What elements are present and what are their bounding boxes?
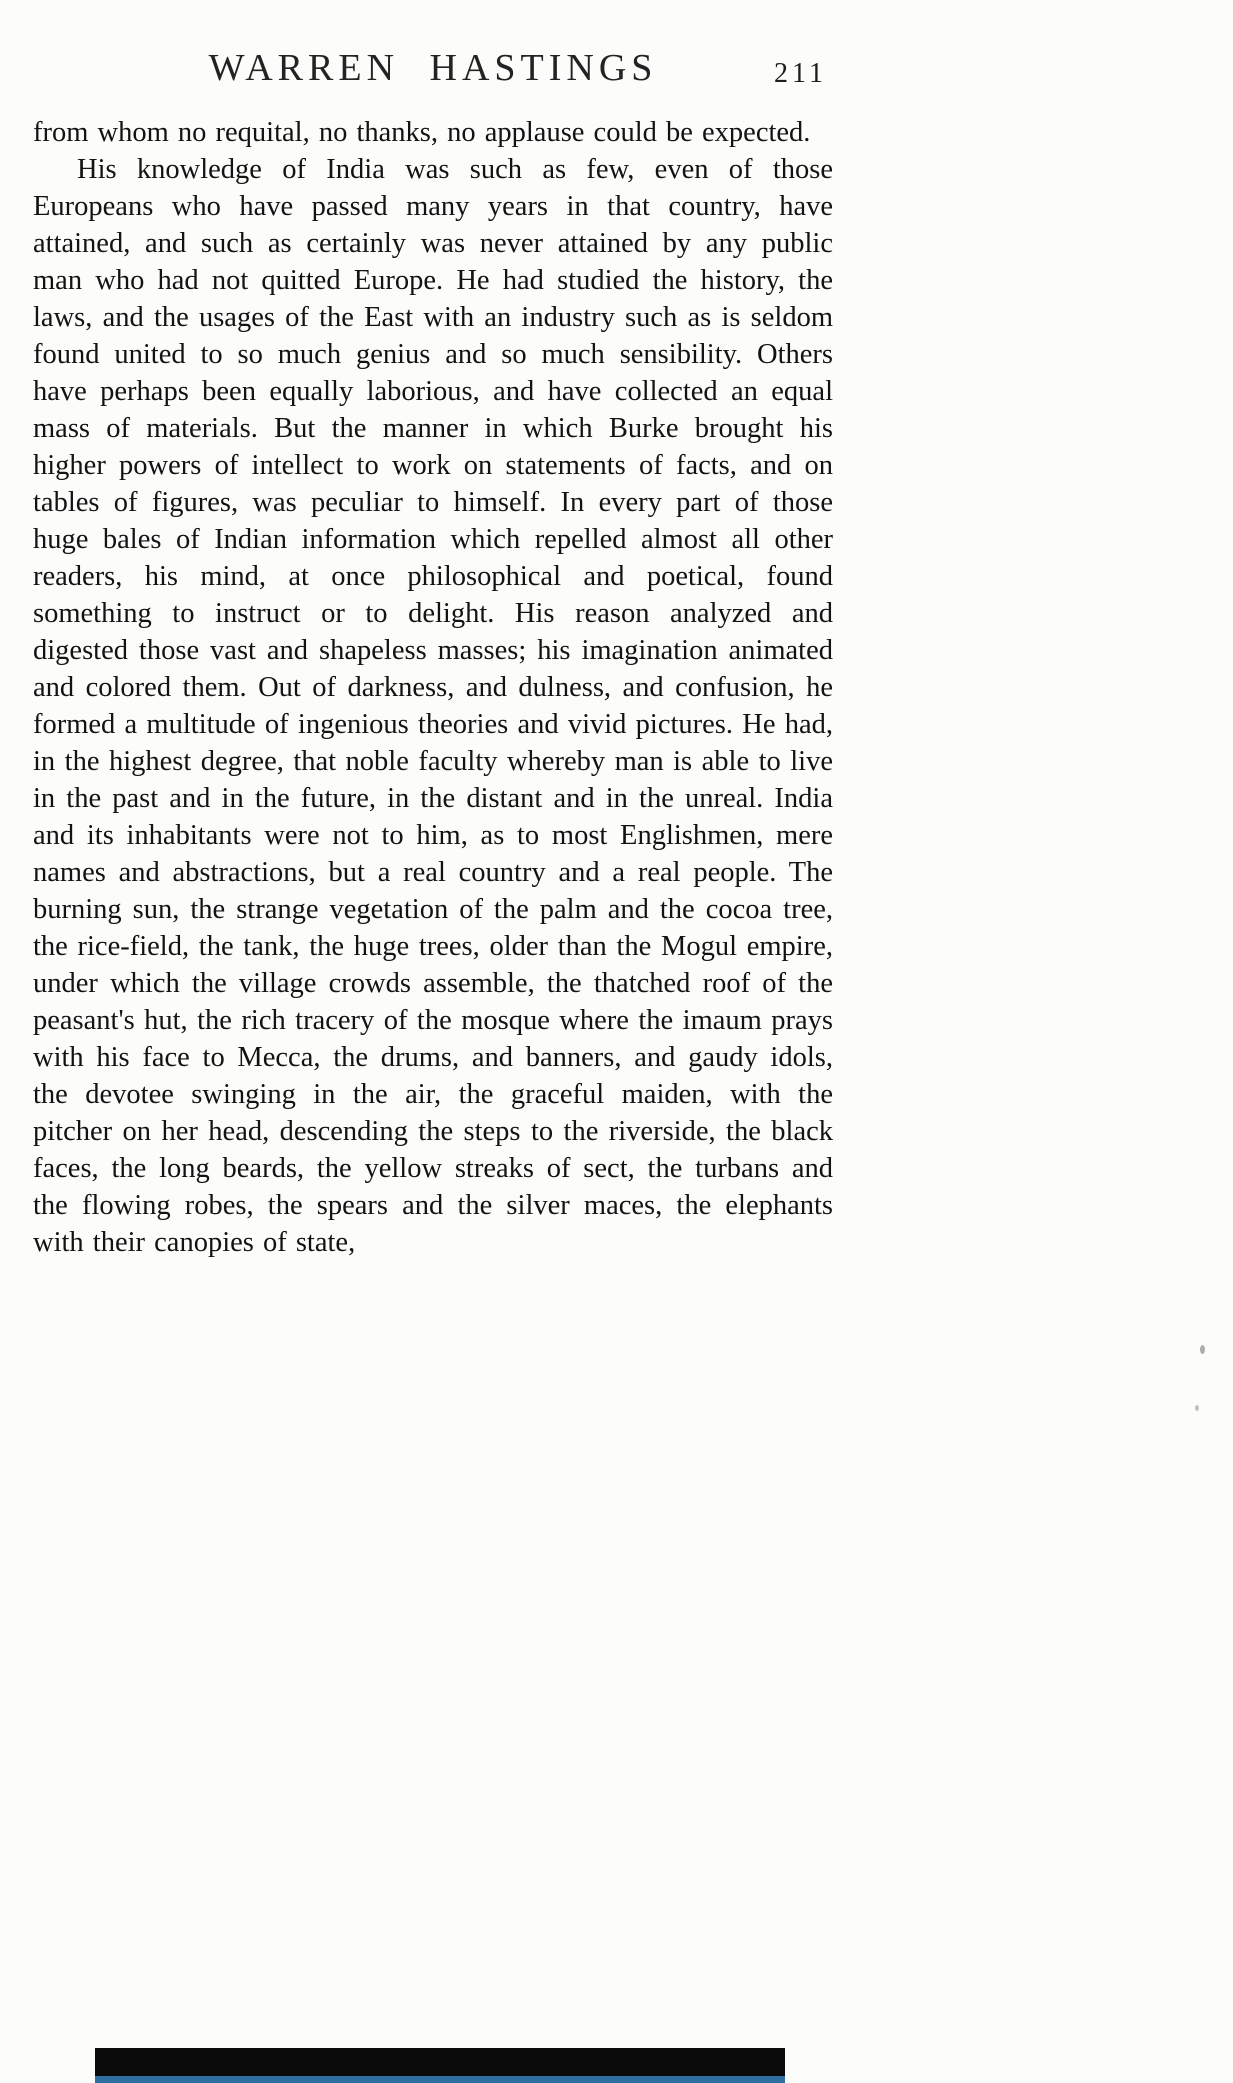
page-title: WARREN HASTINGS bbox=[208, 47, 658, 89]
scan-edge-artifact bbox=[95, 2048, 785, 2083]
scan-speck bbox=[1200, 1345, 1205, 1354]
scan-speck bbox=[1195, 1405, 1199, 1411]
page-header bbox=[33, 38, 833, 114]
body-text bbox=[33, 114, 833, 1261]
page-number: 211 bbox=[774, 58, 827, 89]
paragraph-main: His knowledge of India was such as few, even of those Europeans who have passed many years in that country, have attained, and such as certainly was never attained by any public man who had not quitted Europe. He had studied the history, the laws, and the usages of the East with an industry such as is seldom found united to so much genius and so much sensibility. Others have perhaps been equally laborious, and have collected an equal mass of materials. But the manner in which Burke brought his higher powers of intellect to work on statements of facts, and on tables of figures, was peculiar to himself. In every part of those huge bales of Indian information which repelled almost all other readers, his mind, at once philosophical and poetical, found something to instruct or to delight. His reason analyzed and digested those vast and shapeless masses; his imagination animated and colored them. Out of darkness, and dulness, and confusion, he formed a multitude of ingenious theories and vivid pictures. He had, in the highest degree, that noble faculty whereby man is able to live in the past and in the future, in the distant and in the unreal. India and its inhabitants were not to him, as to most Englishmen, mere names and abstractions, but a real country and a real people. The burning sun, the strange vegetation of the palm and the cocoa tree, the rice-field, the tank, the huge trees, older than the Mogul empire, under which the village crowds assemble, the thatched roof of the peasant's hut, the rich tracery of the mosque where the imaum prays with his face to Mecca, the drums, and banners, and gaudy idols, the devotee swinging in the air, the graceful maiden, with the pitcher on her head, descending the steps to the riverside, the black faces, the long beards, the yellow streaks of sect, the turbans and the flowing robes, the spears and the silver maces, the elephants with their canopies of state, bbox=[33, 154, 833, 1258]
paragraph-continuation: from whom no requital, no thanks, no applause could be expected. bbox=[33, 117, 811, 148]
book-page bbox=[33, 38, 833, 1261]
